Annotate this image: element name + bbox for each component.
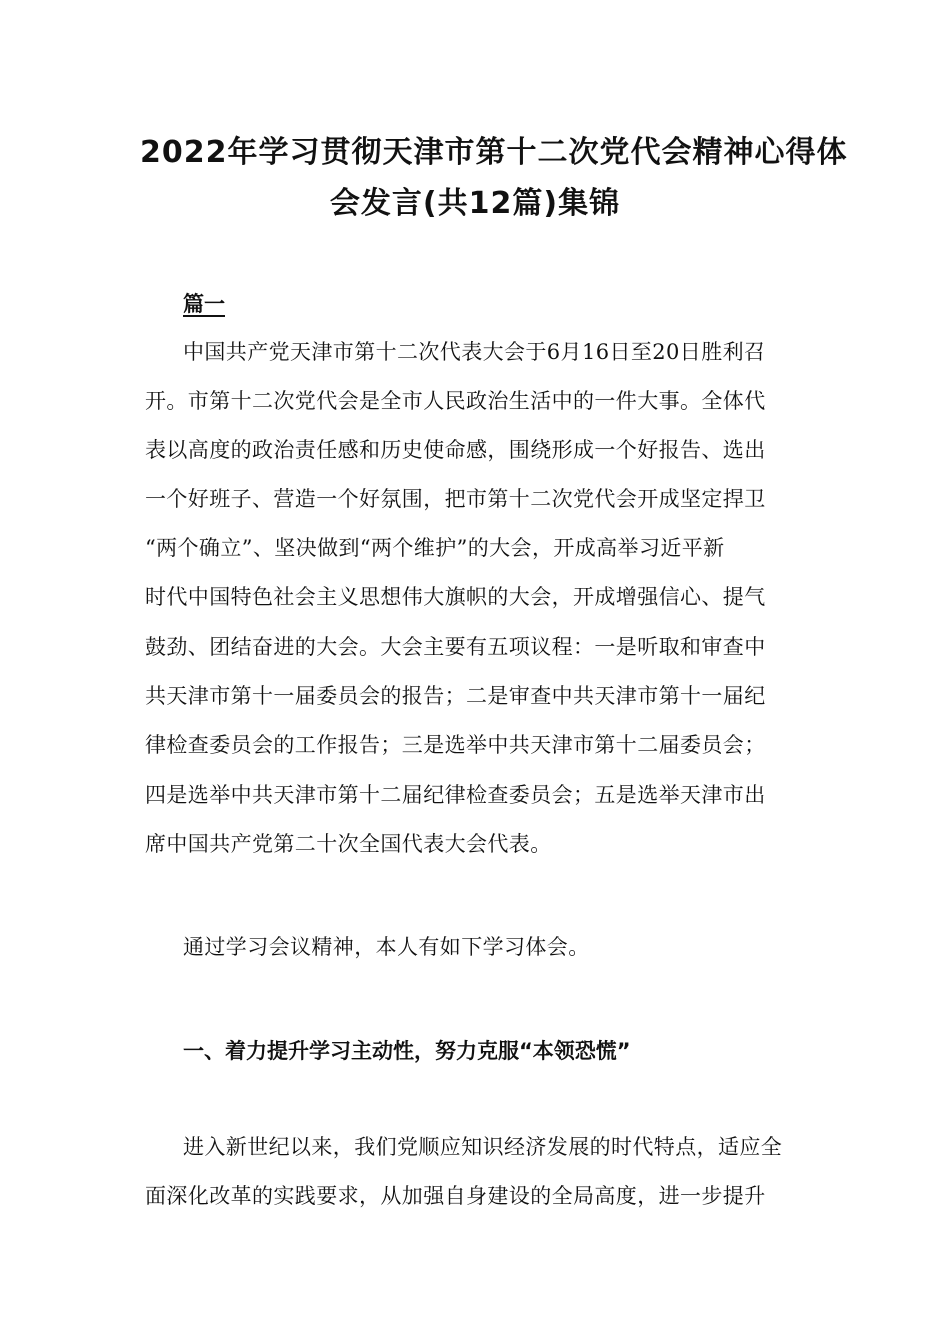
paragraph-3-line: 进入新世纪以来，我们党顺应知识经济发展的时代特点，适应全 [183, 1135, 783, 1159]
paragraph-1-line: 共天津市第十一届委员会的报告；二是审查中共天津市第十一届纪 [145, 684, 766, 708]
paragraph-1-line: 席中国共产党第二十次全国代表大会代表。 [145, 832, 552, 856]
section-heading-1: 一、着力提升学习主动性，努力克服“本领恐慌” [183, 1039, 631, 1063]
paragraph-1-line: 四是选举中共天津市第十二届纪律检查委员会；五是选举天津市出 [145, 783, 766, 807]
paragraph-2: 通过学习会议精神，本人有如下学习体会。 [183, 935, 590, 959]
paragraph-1-line: 律检查委员会的工作报告；三是选举中共天津市第十二届委员会； [145, 733, 766, 757]
paragraph-1-line: 表以高度的政治责任感和历史使命感，围绕形成一个好报告、选出 [145, 438, 766, 462]
paragraph-1-line: 一个好班子、营造一个好氛围，把市第十二次党代会开成坚定捍卫 [145, 487, 766, 511]
document-title-line-2: 会发言(共12篇)集锦 [329, 186, 621, 221]
section-label: 篇一 [183, 292, 225, 316]
paragraph-1-line: 中国共产党天津市第十二次代表大会于6月16日至20日胜利召 [183, 340, 766, 364]
paragraph-1-line: 鼓劲、团结奋进的大会。大会主要有五项议程：一是听取和审查中 [145, 635, 766, 659]
paragraph-1-line: 时代中国特色社会主义思想伟大旗帜的大会，开成增强信心、提气 [145, 585, 766, 609]
paragraph-3-line: 面深化改革的实践要求，从加强自身建设的全局高度，进一步提升 [145, 1184, 766, 1208]
paragraph-1-line: 开。市第十二次党代会是全市人民政治生活中的一件大事。全体代 [145, 389, 766, 413]
document-title-line-1: 2022年学习贯彻天津市第十二次党代会精神心得体 [140, 135, 848, 170]
paragraph-1-line: “两个确立”、坚决做到“两个维护”的大会，开成高举习近平新 [145, 536, 725, 560]
